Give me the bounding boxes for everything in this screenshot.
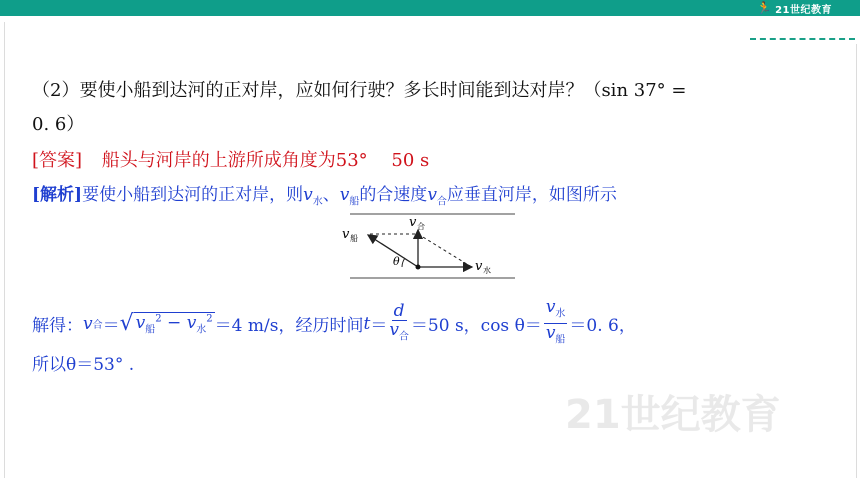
solution-prefix: 解得：: [32, 316, 83, 337]
sub-boat: 船: [349, 196, 360, 208]
sub-water: 水: [196, 324, 207, 336]
solution-line-2: 所以θ＝53° .: [32, 355, 135, 375]
sub-water: 水: [312, 196, 323, 208]
v-symbol: v: [427, 185, 437, 205]
square: 2: [155, 313, 162, 325]
brand-logo: [757, 1, 832, 15]
right-border: [856, 44, 857, 478]
label-water-v: v: [475, 259, 483, 274]
separator: 、: [322, 185, 340, 205]
analysis-text-c: 应垂直河岸，如图所示: [446, 185, 617, 205]
v-symbol: v: [545, 297, 556, 317]
v-symbol: v: [83, 313, 93, 334]
fraction-vwater-over-vboat: [544, 298, 568, 350]
left-border: [4, 22, 5, 478]
label-theta: θ: [393, 255, 400, 268]
theta-arc: [402, 258, 405, 267]
eq2-result: ＝50 s，cos θ＝: [410, 316, 542, 337]
question-line-1: （2）要使小船到达河的正对岸，应如何行驶？多长时间能到达对岸？（sin 37° =: [32, 80, 687, 101]
label-he-sub: 合: [417, 222, 425, 231]
label-boat-sub: 船: [350, 234, 358, 243]
answer-tag: [答案]: [32, 150, 83, 171]
boat-point: [416, 265, 421, 270]
sub-he: 合: [398, 331, 409, 343]
eq1-result: ＝4 m/s，经历时间: [214, 316, 364, 337]
label-he-v: v: [409, 215, 417, 230]
velocity-diagram: [330, 206, 530, 284]
d-symbol: d: [393, 300, 405, 321]
runner-icon: 🏃: [756, 1, 773, 15]
sub-boat: 船: [145, 324, 156, 336]
label-boat-v: v: [342, 227, 350, 242]
analysis-text-a: 要使小船到达河的正对岸，则: [82, 185, 304, 205]
analysis-line: [32, 180, 617, 207]
equals-sign: ＝: [102, 316, 120, 337]
header-dashed-line: [750, 38, 855, 42]
answer-text: 船头与河岸的上游所成角度为53° 50 s: [101, 150, 430, 171]
sqrt-radicand: [134, 312, 215, 335]
equals-sign: ＝: [370, 316, 388, 337]
top-banner: [0, 0, 860, 16]
minus-sign: −: [161, 313, 187, 334]
v-symbol: v: [545, 323, 556, 344]
eq3-result: ＝0. 6，: [569, 316, 636, 337]
v-symbol: v: [135, 313, 146, 334]
solution-line-1: [32, 298, 636, 350]
sub-he: 合: [436, 196, 447, 208]
question-line-2: 0. 6）: [32, 114, 85, 135]
watermark-logo: [555, 388, 825, 444]
v-symbol: v: [186, 313, 197, 334]
dashed-guide-diagonal: [418, 234, 470, 266]
analysis-tag: [解析]: [32, 185, 83, 205]
v-symbol: v: [303, 185, 313, 205]
analysis-text-b: 的合速度: [359, 185, 428, 205]
fraction-d-over-vhe: [389, 302, 409, 346]
brand-logo-text: 21世纪教育: [775, 4, 832, 16]
sub-water: 水: [555, 308, 566, 320]
v-symbol: v: [339, 185, 350, 205]
sub-he: 合: [92, 320, 103, 332]
label-water-sub: 水: [483, 266, 491, 275]
sqrt-symbol: √: [119, 311, 134, 337]
square: 2: [206, 313, 213, 325]
v-symbol: v: [389, 319, 399, 340]
watermark-text: 21世纪教育: [565, 392, 781, 438]
sub-boat: 船: [555, 334, 566, 346]
t-symbol: t: [363, 313, 371, 334]
answer-line: [32, 146, 429, 172]
